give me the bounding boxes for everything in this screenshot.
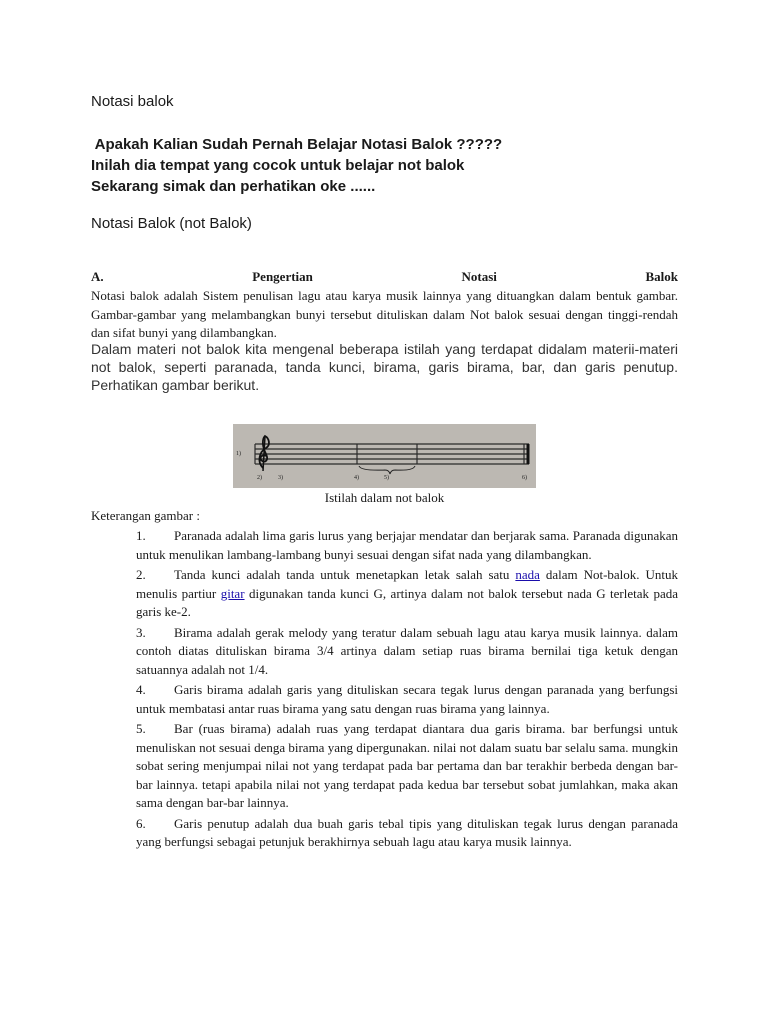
list-item (136, 527, 678, 564)
music-staff-illustration (233, 424, 536, 488)
item-number: 5. (136, 721, 146, 736)
item-number: 3. (136, 624, 146, 640)
nada-link[interactable]: nada (515, 567, 540, 582)
item-number: 6. (136, 815, 146, 831)
item-number: 4. (136, 682, 146, 697)
item-number: 1. (136, 528, 146, 543)
section-heading (91, 269, 678, 285)
item-text: Garis penutup adalah dua buah garis tebal tipis yang dituliskan tegak lurus dengan paranada yang berfungsi sebagai petunjuk berakhirnya sebuah lagu atau karya musik lainnya. (136, 815, 678, 849)
list-item (136, 815, 678, 852)
list-item (136, 624, 678, 680)
item-text: Paranada adalah lima garis lurus yang berjajar mendatar dan berjarak sama. Paranada digunakan untuk menulikan lambang-lambang bunyi sesuai dengan sifat nada yang dilambangkan. (136, 528, 678, 562)
materials-paragraph: Dalam materi not balok kita mengenal beberapa istilah yang terdapat didalam materii-materi not balok, seperti paranada, tanda kunci, birama, garis birama, bar, dan garis penutup. Perhatikan gambar berikut. (91, 341, 678, 393)
figure-label: 2) (257, 475, 262, 481)
list-item (136, 681, 678, 718)
gitar-link[interactable]: gitar (220, 585, 245, 601)
list-item (136, 720, 678, 813)
item-text: digunakan tanda kunci G, artinya dalam not balok tersebut nada G terletak pada garis ke-2. (136, 585, 678, 619)
figure-label: 1) (236, 451, 241, 457)
page-title: Notasi balok (91, 93, 174, 110)
figure-caption: Istilah dalam not balok (324, 490, 445, 505)
list-item (136, 566, 678, 622)
item-text: Tanda kunci adalah tanda untuk menetapkan letak salah satu (174, 567, 516, 582)
definition-paragraph: Notasi balok adalah Sistem penulisan lagu atau karya musik lainnya yang dituangkan dalam bentuk gambar. Gambar-gambar yang melambangkan bunyi tersebut dituliskan dalam Not balok sesuai dengan tinggi-rendah dan sifat bunyi yang dilambangkan. (91, 288, 678, 340)
section-letter: A. (91, 269, 104, 284)
figure-label: 3) (278, 475, 283, 481)
item-text: Garis birama adalah garis yang dituliskan secara tegak lurus dengan paranada yang berfungsi untuk membatasi antar ruas birama yang satu dengan ruas birama yang lainnya. (136, 682, 678, 716)
item-text: Birama adalah gerak melody yang teratur dalam sebuah lagu atau karya musik lainnya. dalam contoh diatas dituliskan birama 3/4 artinya dalam setiap ruas birama bernilai tiga ketuk dengan satuannya adalah not 1/4. (136, 624, 678, 677)
intro-line: Apakah Kalian Sudah Pernah Belajar Notasi Balok ????? (91, 136, 503, 153)
section-word: Pengertian (252, 269, 313, 284)
item-text: Bar (ruas birama) adalah ruas yang terdapat diantara dua garis birama. bar berfungsi untuk menuliskan not sesuai denga birama yang dipergunakan. nilai not dalam suatu bar selalu sama. mungkin sobat sering menjumpai nilai not yang terdapat pada bar pertama dan bar terakhir berbeda dengan bar-bar lainnya. tetapi apabila nilai not yang terdapat pada kedua bar tersebut sobat jumlahkan, maka akan sama dengan bar-bar lainnya. (136, 721, 679, 810)
intro-line: Sekarang simak dan perhatikan oke ...... (91, 178, 376, 195)
section-word: Balok (645, 269, 678, 284)
section-word: Notasi (461, 269, 497, 284)
intro-line: Inilah dia tempat yang cocok untuk belajar not balok (91, 157, 465, 174)
item-number: 2. (136, 567, 146, 582)
figure-label: 4) (354, 475, 359, 481)
legend-list (136, 527, 678, 854)
item-text: dalam Not-balok. Untuk menulis partiur (136, 567, 678, 601)
section-subtitle: Notasi Balok (not Balok) (91, 215, 252, 232)
figure-label: 5) (384, 475, 389, 481)
staff-figure-image (233, 424, 536, 488)
legend-heading: Keterangan gambar : (91, 508, 201, 523)
figure-label: 6) (522, 475, 527, 481)
intro-block (91, 134, 502, 197)
